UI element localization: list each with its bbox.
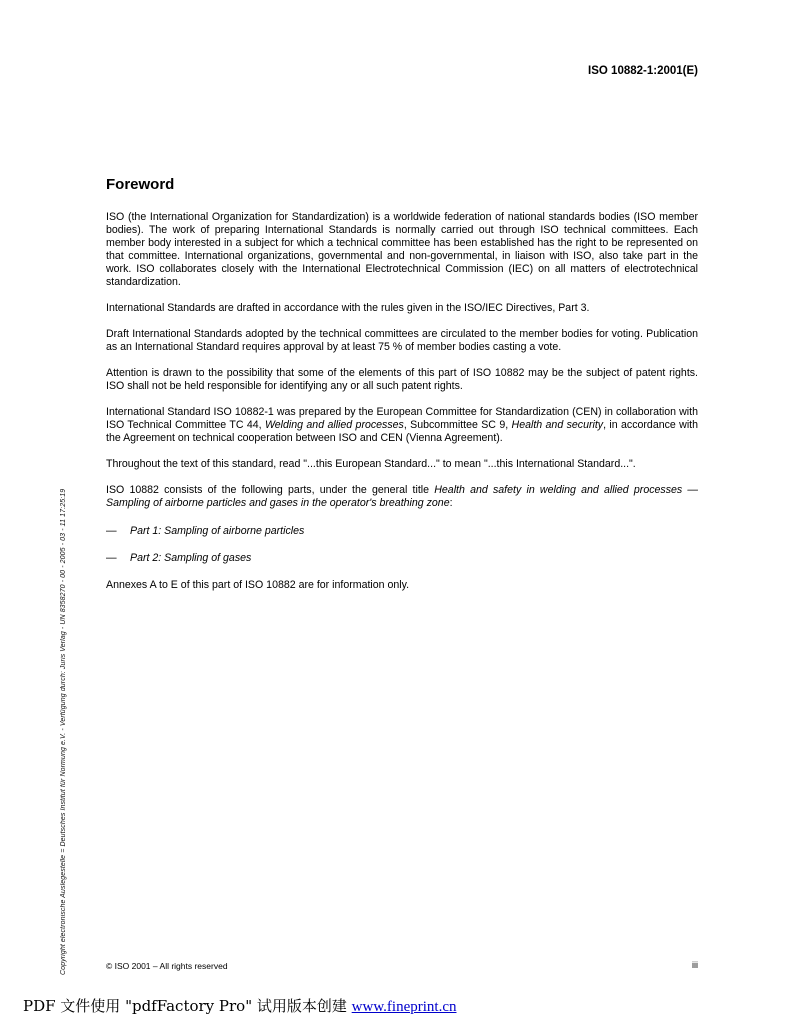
list-item-part-1 — [106, 525, 698, 538]
text-run: : — [449, 497, 453, 509]
paragraph-preparation — [106, 406, 698, 445]
part-title: Part 2: Sampling of gases — [130, 552, 252, 564]
watermark-link[interactable]: www.fineprint.cn — [351, 999, 457, 1015]
pdf-watermark — [23, 995, 457, 1016]
side-copyright-stamp: Copyright electronische Auslegestelle = Deutsches Institut für Normung e.V. - Verfügung durch: Juris Verlag - UN 8358270 - 00 - 2005 - 03 - 11 17:25:19 — [60, 488, 67, 975]
text-run: International Standard ISO 10882-1 was prepared by the European Committee for Standardization (CEN) in collaboration with ISO Technical Committee TC 44, — [106, 406, 698, 431]
paragraph-annex-note: Annexes A to E of this part of ISO 10882 are for information only. — [106, 579, 410, 591]
paragraph-patent: Attention is drawn to the possibility that some of the elements of this part of ISO 10882 may be the subject of patent rights. ISO shall not be held responsible for identifying any or all such patent rights. — [106, 367, 698, 392]
general-title: Health and safety in welding and allied processes — Sampling of airborne particles and gases in the operator's breathing zone — [106, 484, 698, 509]
page-title: Foreword — [106, 176, 175, 193]
watermark-text: PDF 文件使用 "pdfFactory Pro" 试用版本创建 — [23, 997, 352, 1015]
foreword-section — [106, 176, 698, 605]
dash-marker: — — [106, 525, 117, 537]
dash-marker: — — [106, 552, 117, 564]
subcommittee-title: Health and security — [511, 419, 604, 431]
list-item-part-2 — [106, 552, 698, 565]
paragraph-directives: International Standards are drafted in accordance with the rules given in the ISO/IEC Directives, Part 3. — [106, 302, 590, 314]
paragraph-voting: Draft International Standards adopted by the technical committees are circulated to the member bodies for voting. Publication as an International Standard requires approval by at least 75 % of member bodies casting a vote. — [106, 328, 698, 353]
committee-title: Welding and allied processes — [264, 419, 404, 431]
paragraph-iso-intro: ISO (the International Organization for Standardization) is a worldwide federation of national standards bodies (ISO member bodies). The work of preparing International Standards is normally carried out through ISO technical committees. Each member body interested in a subject for which a technical committee has been established has the right to be represented on that committee. International organizations, governmental and non-governmental, in liaison with ISO, also take part in the work. ISO collaborates closely with the International Electrotechnical Commission (IEC) on all matters of electrotechnical standardization. — [106, 211, 698, 288]
paragraph-reading-note: Throughout the text of this standard, read "...this European Standard..." to mean "...this International Standard...". — [106, 458, 636, 470]
paragraph-parts-intro — [106, 484, 698, 510]
text-run: ISO 10882 consists of the following parts, under the general title — [106, 484, 435, 496]
text-run: , Subcommittee SC 9, — [403, 419, 512, 431]
footer-copyright: © ISO 2001 – All rights reserved — [106, 961, 228, 971]
page-number: iii — [692, 960, 698, 970]
part-title: Part 1: Sampling of airborne particles — [130, 525, 305, 537]
text-run: , in accordance with the Agreement on technical cooperation between ISO and CEN (Vienna Agreement). — [106, 419, 699, 444]
document-id: ISO 10882-1:2001(E) — [588, 65, 698, 77]
